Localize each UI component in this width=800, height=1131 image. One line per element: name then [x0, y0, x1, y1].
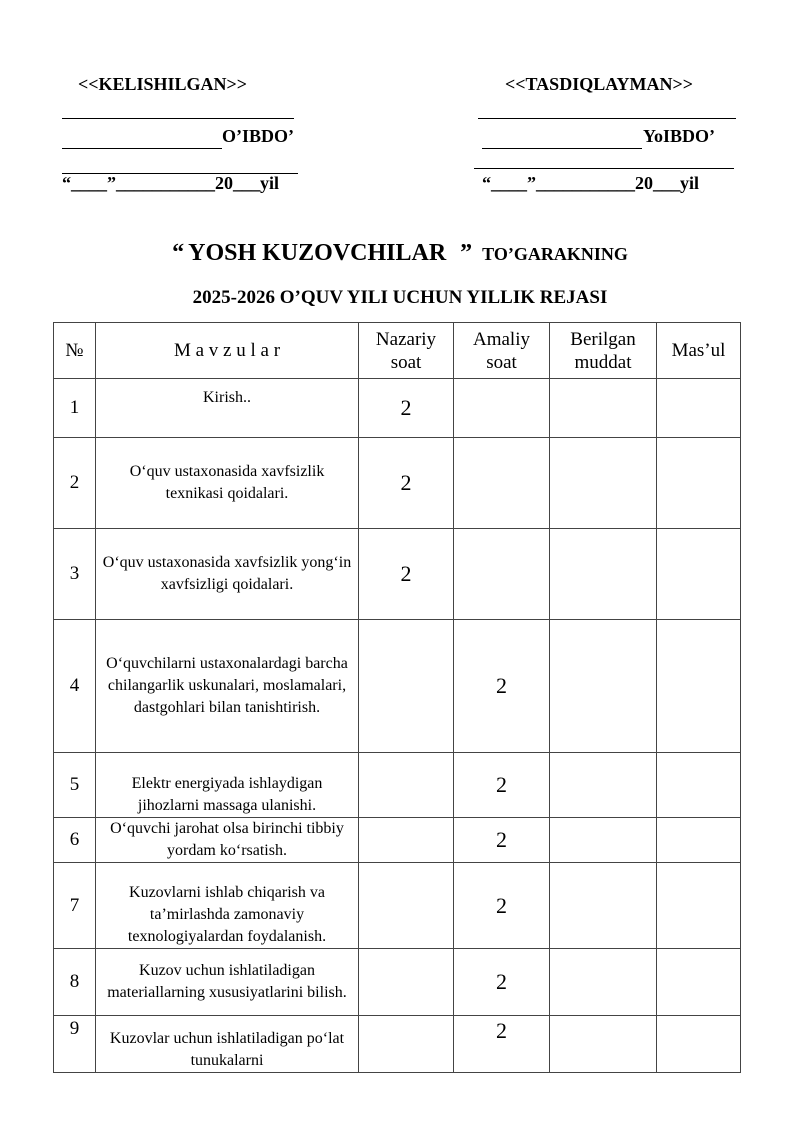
row-practice-hours: 2	[454, 949, 550, 1016]
signature-line	[478, 118, 736, 119]
table-row	[54, 379, 741, 438]
row-number: 5	[54, 753, 96, 818]
approval-right-org: YoIBDO’	[643, 126, 716, 146]
table-header-row	[54, 323, 741, 379]
table-row	[54, 863, 741, 949]
row-topic: O‘quv ustaxonasida xavfsizlik yong‘in xavfsizligi qoidalari.	[96, 529, 359, 620]
row-practice-hours: 2	[454, 1016, 550, 1073]
row-responsible	[657, 529, 741, 620]
row-topic: O‘quvchi jarohat olsa birinchi tibbiy yordam ko‘rsatish.	[96, 818, 359, 863]
row-given-deadline	[550, 753, 657, 818]
row-practice-hours	[454, 438, 550, 529]
row-practice-hours	[454, 529, 550, 620]
row-given-deadline	[550, 949, 657, 1016]
row-number: 9	[54, 1016, 96, 1073]
document-subtitle: 2025-2026 O’QUV YILI UCHUN YILLIK REJASI	[192, 287, 608, 308]
table-row	[54, 753, 741, 818]
row-topic: O‘quv ustaxonasida xavfsizlik texnikasi qoidalari.	[96, 438, 359, 529]
header-topics: M a v z u l a r	[96, 323, 359, 379]
row-responsible	[657, 753, 741, 818]
row-responsible	[657, 1016, 741, 1073]
row-topic: Kuzov uchun ishlatiladigan materiallarning xususiyatlarini bilish.	[96, 949, 359, 1016]
title-quote-open: “	[172, 240, 185, 266]
row-given-deadline	[550, 863, 657, 949]
title-quote-close: ”	[460, 240, 473, 266]
header-number: №	[54, 323, 96, 379]
row-given-deadline	[550, 620, 657, 753]
row-responsible	[657, 438, 741, 529]
row-theory-hours: 2	[359, 529, 454, 620]
table-row	[54, 949, 741, 1016]
row-responsible	[657, 620, 741, 753]
table-row	[54, 438, 741, 529]
row-theory-hours	[359, 949, 454, 1016]
row-topic: Kuzovlar uchun ishlatiladigan po‘lat tunukalarni	[96, 1016, 359, 1073]
row-topic: Elektr energiyada ishlaydigan jihozlarni massaga ulanishi.	[96, 753, 359, 818]
header-given-deadline: Berilgan muddat	[550, 323, 657, 379]
row-number: 4	[54, 620, 96, 753]
row-theory-hours: 2	[359, 438, 454, 529]
row-responsible	[657, 863, 741, 949]
row-given-deadline	[550, 438, 657, 529]
signature-line	[482, 148, 642, 149]
table-row	[54, 529, 741, 620]
row-topic: Kuzovlarni ishlab chiqarish va ta’mirlashda zamonaviy texnologiyalardan foydalanish.	[96, 863, 359, 949]
row-given-deadline	[550, 379, 657, 438]
club-name: YOSH KUZOVCHILAR	[188, 240, 447, 266]
row-theory-hours	[359, 863, 454, 949]
row-responsible	[657, 818, 741, 863]
row-topic: O‘quvchilarni ustaxonalardagi barcha chilangarlik uskunalari, moslamalari, dastgohlari bilan tanishtirish.	[96, 620, 359, 753]
plan-table	[53, 322, 741, 1073]
row-number: 3	[54, 529, 96, 620]
row-given-deadline	[550, 1016, 657, 1073]
row-number: 1	[54, 379, 96, 438]
document-title	[0, 240, 800, 267]
row-theory-hours	[359, 753, 454, 818]
row-theory-hours	[359, 1016, 454, 1073]
row-given-deadline	[550, 818, 657, 863]
approval-right-title: <<TASDIQLAYMAN>>	[505, 74, 694, 94]
row-number: 7	[54, 863, 96, 949]
header-responsible: Mas’ul	[657, 323, 741, 379]
row-practice-hours	[454, 379, 550, 438]
approval-left-title: <<KELISHILGAN>>	[78, 74, 248, 94]
signature-line	[474, 168, 734, 169]
approval-left-org: O’IBDO’	[222, 126, 294, 146]
row-responsible	[657, 379, 741, 438]
row-responsible	[657, 949, 741, 1016]
header-practice-hours: Amaliy soat	[454, 323, 550, 379]
table-row	[54, 1016, 741, 1073]
row-given-deadline	[550, 529, 657, 620]
approval-right-date: “____”___________20___yil	[482, 173, 700, 193]
row-theory-hours	[359, 818, 454, 863]
title-suffix: TO’GARAKNING	[482, 244, 628, 264]
signature-line	[62, 118, 294, 119]
row-practice-hours: 2	[454, 620, 550, 753]
row-practice-hours: 2	[454, 863, 550, 949]
row-number: 2	[54, 438, 96, 529]
row-theory-hours: 2	[359, 379, 454, 438]
approval-left-date: “____”___________20___yil	[62, 173, 280, 193]
row-practice-hours: 2	[454, 753, 550, 818]
row-practice-hours: 2	[454, 818, 550, 863]
row-number: 6	[54, 818, 96, 863]
row-theory-hours	[359, 620, 454, 753]
table-row	[54, 620, 741, 753]
row-number: 8	[54, 949, 96, 1016]
header-theory-hours: Nazariy soat	[359, 323, 454, 379]
signature-line	[62, 148, 222, 149]
table-row	[54, 818, 741, 863]
row-topic: Kirish..	[96, 379, 359, 438]
